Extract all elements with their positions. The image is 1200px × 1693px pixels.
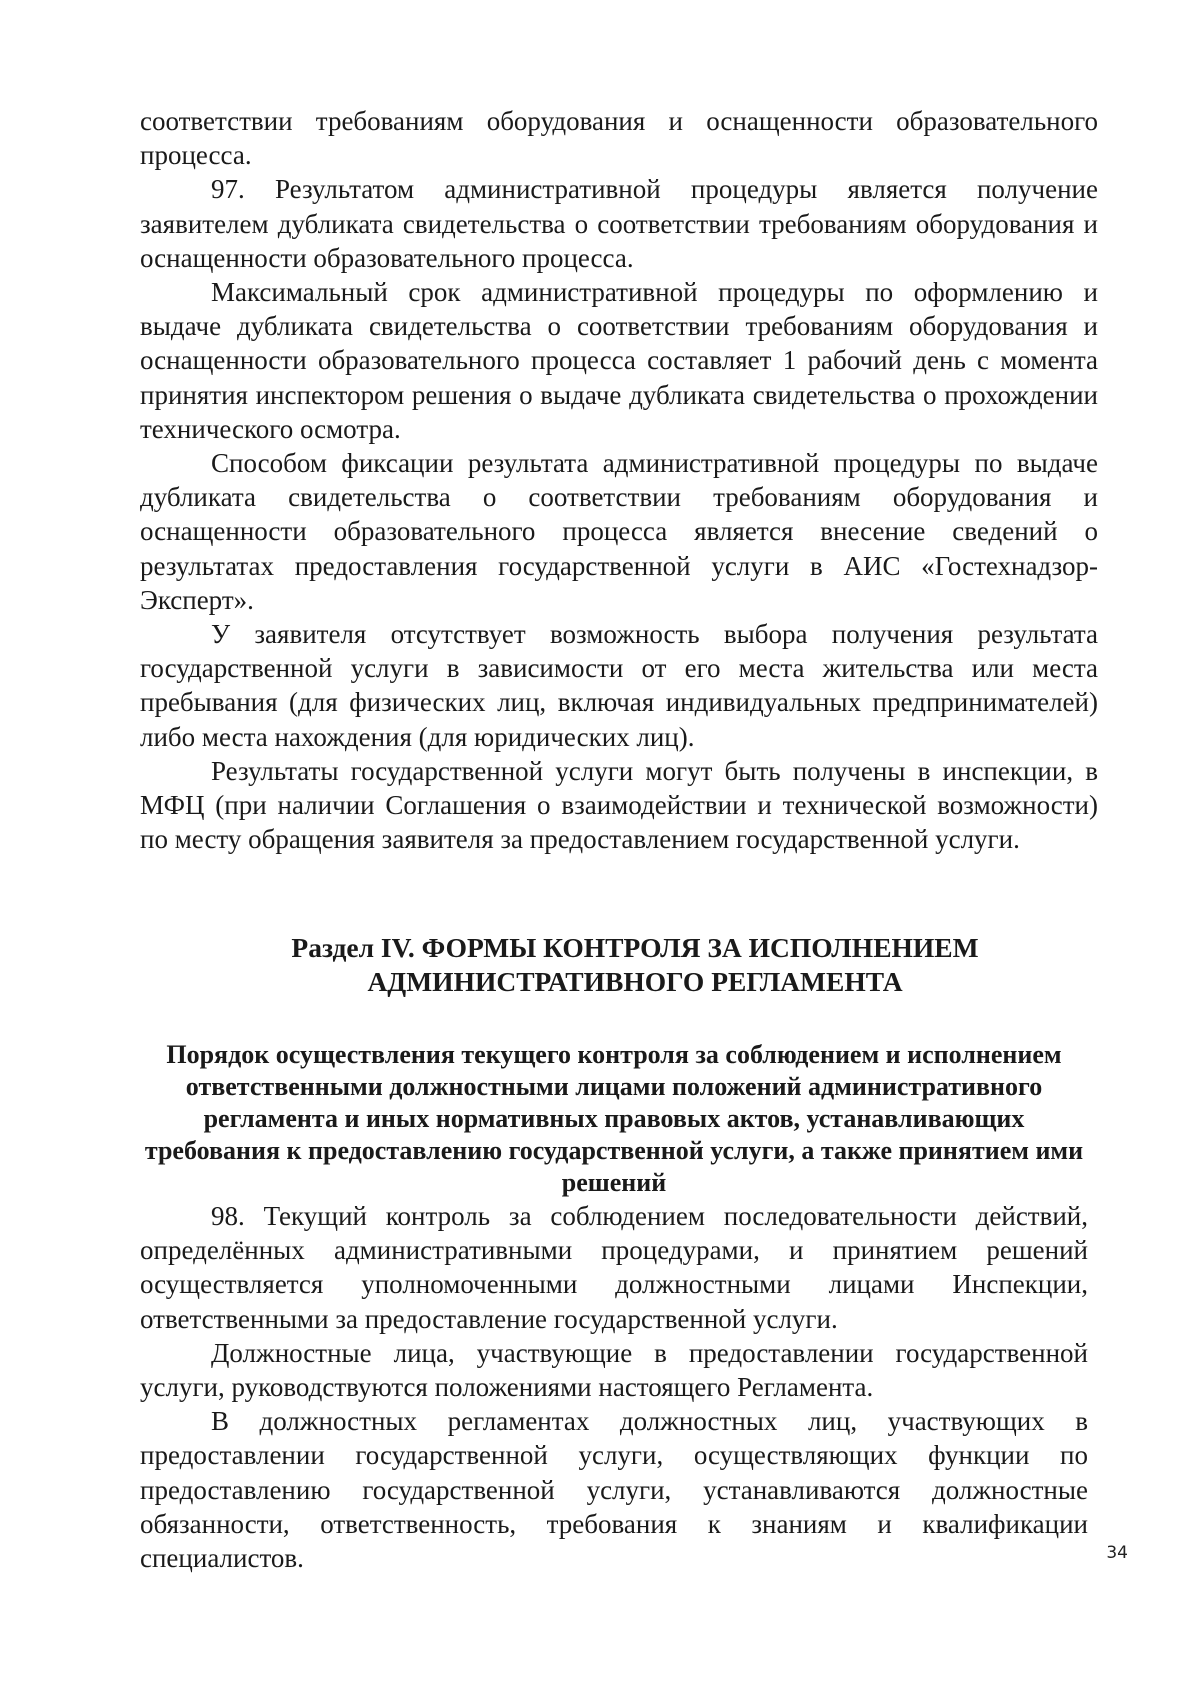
paragraph-98: 98. Текущий контроль за соблюдением последовательности действий, определённых административными процедурами, и принятием решений осуществляется уполномоченными должностными лицами Инспекции, ответственными за предоставление государственной услуги. [140, 1201, 1088, 1334]
paragraph-officials-guided: Должностные лица, участвующие в предоставлении государственной услуги, руководствуются положениями настоящего Регламента. [140, 1337, 1088, 1403]
page-number: 34 [1106, 1543, 1128, 1563]
paragraph-fixation-method: Способом фиксации результата административной процедуры по выдаче дубликата свидетельства о соответствии требованиям оборудования и оснащенности образовательного процесса является внесение сведений о результатах предоставления государственной услуги в АИС «Гостехнадзор-Эксперт». [140, 448, 1098, 615]
paragraph-97: 97. Результатом административной процедуры является получение заявителем дубликата свидетельства о соответствии требованиям оборудования и оснащенности образовательного процесса. [140, 174, 1098, 273]
bottom-text-block [140, 1199, 1088, 1575]
paragraph-results-obtained: Результаты государственной услуги могут быть получены в инспекции, в МФЦ (при наличии Соглашения о взаимодействии и технической возможности) по месту обращения заявителя за предоставлением государственной услуги. [140, 755, 1098, 855]
paragraph-job-regulations: В должностных регламентах должностных лиц, участвующих в предоставлении государственной услуги, осуществляющих функции по предоставлению государственной услуги, устанавливаются должностные обязанности, ответственность, требования к знаниям и квалификации специалистов. [140, 1406, 1088, 1574]
paragraph-max-term: Максимальный срок административной процедуры по оформлению и выдаче дубликата свидетельства о соответствии требованиям оборудования и оснащенности образовательного процесса составляет 1 рабочий день с момента принятия инспектором решения о выдаче дубликата свидетельства о прохождении технического осмотра. [140, 277, 1098, 444]
sub-heading: Порядок осуществления текущего контроля за соблюдением и исполнением ответственными должностными лицами положений административного регламента и иных нормативных правовых актов, устанавливающих требования к предоставлению государственной услуги, а также принятием ими решений [144, 1040, 1084, 1197]
top-text-block [140, 104, 1098, 856]
paragraph-continuation: соответствии требованиям оборудования и оснащенности образовательного процесса. [140, 106, 1098, 171]
section-heading: Раздел IV. ФОРМЫ КОНТРОЛЯ ЗА ИСПОЛНЕНИЕМ АДМИНИСТРАТИВНОГО РЕГЛАМЕНТА [291, 932, 979, 997]
paragraph-no-choice: У заявителя отсутствует возможность выбора получения результата государственной услуги в зависимости от его места жительства или места пребывания (для физических лиц, включая индивидуальных предпринимателей) либо места нахождения (для юридических лиц). [140, 619, 1098, 752]
